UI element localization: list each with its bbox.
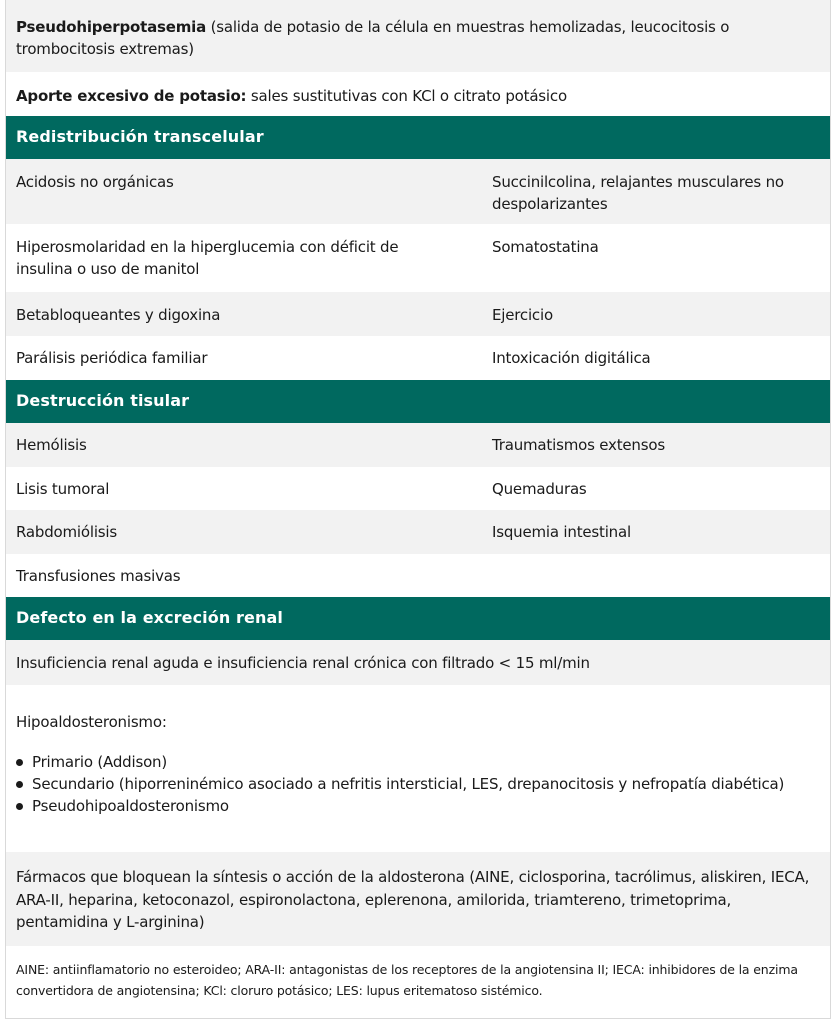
insuficiencia-renal-text: Insuficiencia renal aguda e insuficiencia renal crónica con filtrado < 15 ml/min [16, 654, 590, 672]
table-cell: Transfusiones masivas [16, 567, 181, 585]
table-cell: Isquemia intestinal [492, 523, 631, 541]
table-row [6, 224, 830, 292]
hipoaldosteronismo-title: Hipoaldosteronismo: [16, 713, 167, 731]
table-cell: Parálisis periódica familiar [16, 349, 208, 367]
table-cell: Acidosis no orgánicas [16, 173, 174, 191]
pseudohiperpotasemia-text [16, 16, 822, 60]
table-cell: Hemólisis [16, 436, 87, 454]
list-item-text: Pseudohipoaldosteronismo [32, 797, 229, 815]
abbreviations-footnote: AINE: antiinflamatorio no esteroideo; ARA-II: antagonistas de los receptores de la angiotensina II; IECA: inhibidores de la enzima convertidora de angiotensina; KCl: cloruro potásico; LES: lupus eritematoso sistémico. [16, 962, 798, 998]
table-row [6, 423, 830, 467]
list-item [14, 773, 820, 795]
aporte-excesivo-description: sales sustitutivas con KCl o citrato potásico [246, 87, 567, 105]
table-row [6, 510, 830, 554]
table-cell: Intoxicación digitálica [492, 349, 651, 367]
table-cell: Traumatismos extensos [492, 436, 665, 454]
row-aporte-excesivo [6, 72, 830, 116]
table-cell: Ejercicio [492, 306, 553, 324]
section-header-renal: Defecto en la excreción renal [6, 597, 830, 640]
table-row [6, 467, 830, 510]
list-item [14, 795, 820, 817]
table-cell: Somatostatina [492, 238, 599, 256]
row-insuficiencia-renal [6, 640, 830, 685]
section-header-destruccion: Destrucción tisular [6, 380, 830, 423]
row-pseudohiperpotasemia [6, 0, 830, 72]
table-cell: Betabloqueantes y digoxina [16, 306, 221, 324]
farmacos-text: Fármacos que bloquean la síntesis o acción de la aldosterona (AINE, ciclosporina, tacrólimus, aliskiren, IECA, ARA-II, heparina, ketoconazol, espironolactona, eplerenona, amilorida, triamtereno, trimetoprima, pentamidina y L-arginina) [16, 868, 810, 931]
table-row [6, 554, 830, 597]
aporte-excesivo-title: Aporte excesivo de potasio: [16, 87, 247, 105]
bullet-icon [16, 781, 23, 788]
table-row [6, 159, 830, 224]
section-header-redistribucion: Redistribución transcelular [6, 116, 830, 159]
hipoaldosteronismo-list-wrapper [14, 751, 820, 817]
table-cell: Succinilcolina, relajantes musculares no despolarizantes [492, 173, 784, 213]
row-farmacos [6, 852, 830, 946]
hipoaldosteronismo-list [14, 751, 820, 817]
table-row [6, 292, 830, 336]
pseudohiperpotasemia-title: Pseudohiperpotasemia [16, 18, 207, 36]
table-cell: Hiperosmolaridad en la hiperglucemia con déficit de insulina o uso de manitol [16, 238, 399, 278]
bullet-icon [16, 759, 23, 766]
table-cell: Quemaduras [492, 480, 587, 498]
list-item [14, 751, 820, 773]
list-item-text: Secundario (hiporreninémico asociado a nefritis intersticial, LES, drepanocitosis y nefropatía diabética) [32, 775, 785, 793]
row-hipoaldosteronismo [6, 685, 830, 852]
pseudohiperpotasemia-description: (salida de potasio de la célula en muestras hemolizadas, leucocitosis o trombocitosis extremas) [16, 18, 730, 58]
list-item-text: Primario (Addison) [32, 753, 168, 771]
row-footnote [6, 946, 830, 1019]
bullet-icon [16, 803, 23, 810]
table-row [6, 336, 830, 380]
table-cell: Lisis tumoral [16, 480, 110, 498]
hyperkalemia-causes-table [5, 0, 831, 1019]
table-cell: Rabdomiólisis [16, 523, 117, 541]
aporte-excesivo-text [16, 85, 822, 107]
